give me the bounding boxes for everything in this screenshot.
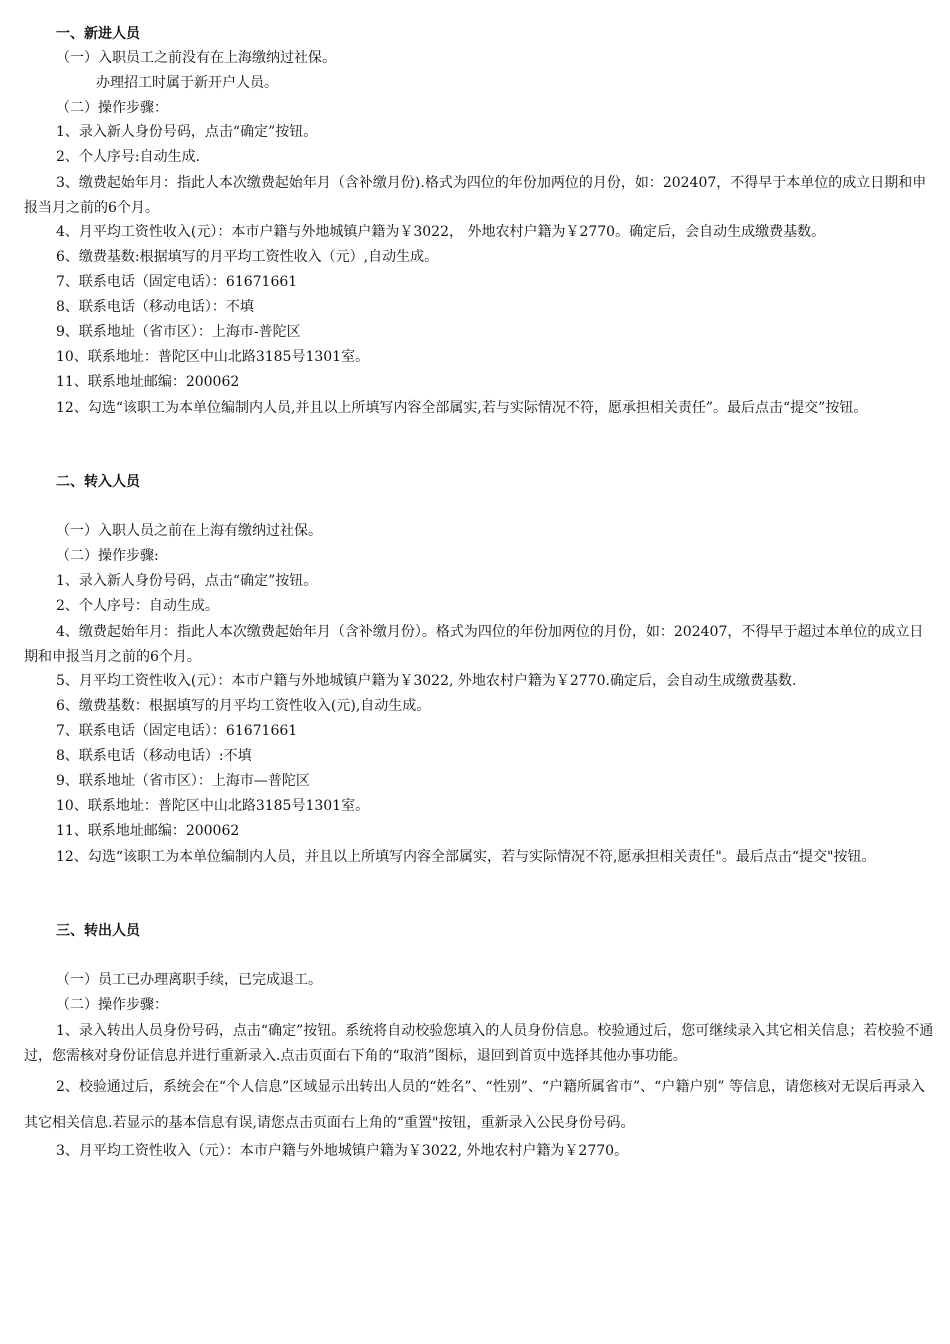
section2-step: 8、联系电话（移动电话）:不填: [56, 748, 252, 764]
section1-step: 8、联系电话（移动电话）：不填: [56, 299, 254, 315]
section2-condition: （一）入职人员之前在上海有缴纳过社保。: [56, 523, 322, 539]
section1-step: 2、个人序号:自动生成.: [56, 149, 201, 165]
section2-step: 12、勾选“该职工为本单位编制内人员，并且以上所填写内容全部属实，若与实际情况不符,愿承担相关责任"。最后点击“提交"按钮。: [56, 849, 876, 865]
section-heading-new-staff: 一、新进人员: [56, 26, 140, 42]
section3-steps-heading: （二）操作步骤：: [56, 997, 168, 1013]
section-heading-transfer-in: 二、转入人员: [56, 474, 140, 490]
section2-step: 9、联系地址（省市区）：上海市—普陀区: [56, 773, 310, 789]
section-heading-transfer-out: 三、转出人员: [56, 923, 140, 939]
section2-step: 2、个人序号：自动生成。: [56, 598, 219, 614]
section1-step: 7、联系电话（固定电话）：61671661: [56, 274, 298, 290]
section1-steps-heading: （二）操作步骤：: [56, 100, 168, 116]
section1-step: 9、联系地址（省市区）：上海市-普陀区: [56, 324, 301, 340]
section1-step: 3、缴费起始年月：指此人本次缴费起始年月（含补缴月份).格式为四位的年份加两位的月份，如：202407，不得早于本单位的成立日期和申报当月之前的6个月。: [24, 175, 927, 216]
section2-step: 4、缴费起始年月：指此人本次缴费起始年月（含补缴月份）。格式为四位的年份加两位的月份，如：202407，不得早于超过本单位的成立日期和申报当月之前的6个月。: [24, 624, 924, 665]
section1-step: 4、月平均工资性收入(元）：本市户籍与外地城镇户籍为￥3022， 外地农村户籍为￥2770。确定后，会自动生成缴费基数。: [56, 224, 826, 240]
section1-condition: （一）入职员工之前没有在上海缴纳过社保。: [56, 50, 336, 66]
section3-step: 1、录入转出人员身份号码，点击“确定”按钮。系统将自动校验您填入的人员身份信息。校验通过后，您可继续录入其它相关信息；若校验不通过，您需核对身份证信息并进行重新录入.点击页面右下角的“取消”图标，退回到首页中选择其他办事功能。: [24, 1023, 934, 1064]
section1-condition-note: 办理招工时属于新开户人员。: [96, 75, 278, 91]
section2-steps-heading: （二）操作步骤:: [56, 548, 159, 564]
section2-step: 7、联系电话（固定电话）：61671661: [56, 723, 298, 739]
section2-step: 1、录入新人身份号码，点击“确定”按钮。: [56, 573, 318, 589]
section1-step: 1、录入新人身份号码，点击“确定”按钮。: [56, 124, 318, 140]
section1-step: 12、勾选“该职工为本单位编制内人员,并且以上所填写内容全部属实,若与实际情况不符，愿承担相关责任”。最后点击“提交”按钮。: [56, 400, 868, 416]
section2-step: 5、月平均工资性收入(元）：本市户籍与外地城镇户籍为￥3022, 外地农村户籍为￥2770.确定后，会自动生成缴费基数.: [56, 673, 797, 689]
section3-step: 3、月平均工资性收入（元）：本市户籍与外地城镇户籍为￥3022, 外地农村户籍为￥2770。: [56, 1143, 629, 1159]
section1-step: 6、缴费基数:根据填写的月平均工资性收入（元）,自动生成。: [56, 249, 439, 265]
section1-step: 11、联系地址邮编：200062: [56, 374, 240, 390]
section1-step: 10、联系地址：普陀区中山北路3185号1301室。: [56, 349, 370, 365]
section2-step: 6、缴费基数：根据填写的月平均工资性收入(元),自动生成。: [56, 698, 431, 714]
section3-step: 2、校验通过后，系统会在“个人信息”区域显示出转出人员的“姓名”、“性别”、“户籍所属省市”、“户籍户别” 等信息，请您核对无误后再录入其它相关信息.若显示的基本信息有误,请您点击页面右上角的“重置"按钮，重新录入公民身份号码。: [24, 1079, 925, 1131]
section2-step: 10、联系地址：普陀区中山北路3185号1301室。: [56, 798, 370, 814]
section2-step: 11、联系地址邮编：200062: [56, 823, 240, 839]
section3-condition: （一）员工已办理离职手续，已完成退工。: [56, 972, 322, 988]
